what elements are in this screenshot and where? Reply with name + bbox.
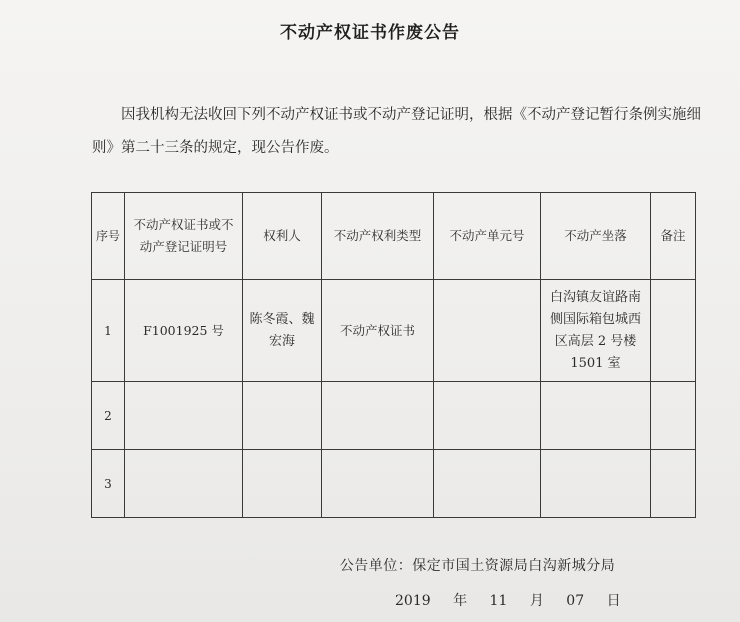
table-row xyxy=(92,382,696,450)
issuing-unit: 公告单位：保定市国土资源局白沟新城分局 xyxy=(339,558,616,574)
cell-location xyxy=(541,382,651,450)
header-remark: 备注 xyxy=(651,193,696,280)
header-location: 不动产坐落 xyxy=(541,193,651,280)
cell-location xyxy=(541,450,651,518)
table-header-row xyxy=(92,193,696,280)
issue-date xyxy=(395,590,635,610)
cell-location: 白沟镇友谊路南侧国际箱包城西区高层 2 号楼 1501 室 xyxy=(541,280,651,382)
header-right-type: 不动产权利类型 xyxy=(322,193,434,280)
cell-cert-no xyxy=(125,382,243,450)
intro-paragraph: 因我机构无法收回下列不动产权证书或不动产登记证明，根据《不动产登记暂行条例实施细则》第二十三条的规定，现公告作废。 xyxy=(92,107,701,156)
cell-holder: 陈冬霞、魏宏海 xyxy=(243,280,322,382)
date-year-label: 年 xyxy=(453,593,468,609)
cell-holder xyxy=(243,382,322,450)
date-year: 2019 xyxy=(395,593,431,609)
header-seq: 序号 xyxy=(92,193,125,280)
cell-right-type: 不动产权证书 xyxy=(322,280,434,382)
header-unit-no: 不动产单元号 xyxy=(434,193,541,280)
table-row xyxy=(92,280,696,382)
header-cert-no: 不动产权证书或不动产登记证明号 xyxy=(125,193,243,280)
cell-unit-no xyxy=(434,450,541,518)
date-day-label: 日 xyxy=(606,593,621,609)
header-holder: 权利人 xyxy=(243,193,322,280)
cell-unit-no xyxy=(434,280,541,382)
date-day: 07 xyxy=(566,593,585,609)
table-row xyxy=(92,450,696,518)
void-certificate-table xyxy=(91,192,696,518)
cell-remark xyxy=(651,382,696,450)
cell-cert-no: F1001925 号 xyxy=(125,280,243,382)
cell-seq: 1 xyxy=(92,280,125,382)
date-month-label: 月 xyxy=(529,593,544,609)
page-title: 不动产权证书作废公告 xyxy=(280,23,460,43)
cell-right-type xyxy=(322,450,434,518)
cell-seq: 3 xyxy=(92,450,125,518)
cell-remark xyxy=(651,450,696,518)
cell-seq: 2 xyxy=(92,382,125,450)
cell-right-type xyxy=(322,382,434,450)
cell-cert-no xyxy=(125,450,243,518)
cell-remark xyxy=(651,280,696,382)
cell-holder xyxy=(243,450,322,518)
cell-unit-no xyxy=(434,382,541,450)
date-month: 11 xyxy=(489,593,508,609)
